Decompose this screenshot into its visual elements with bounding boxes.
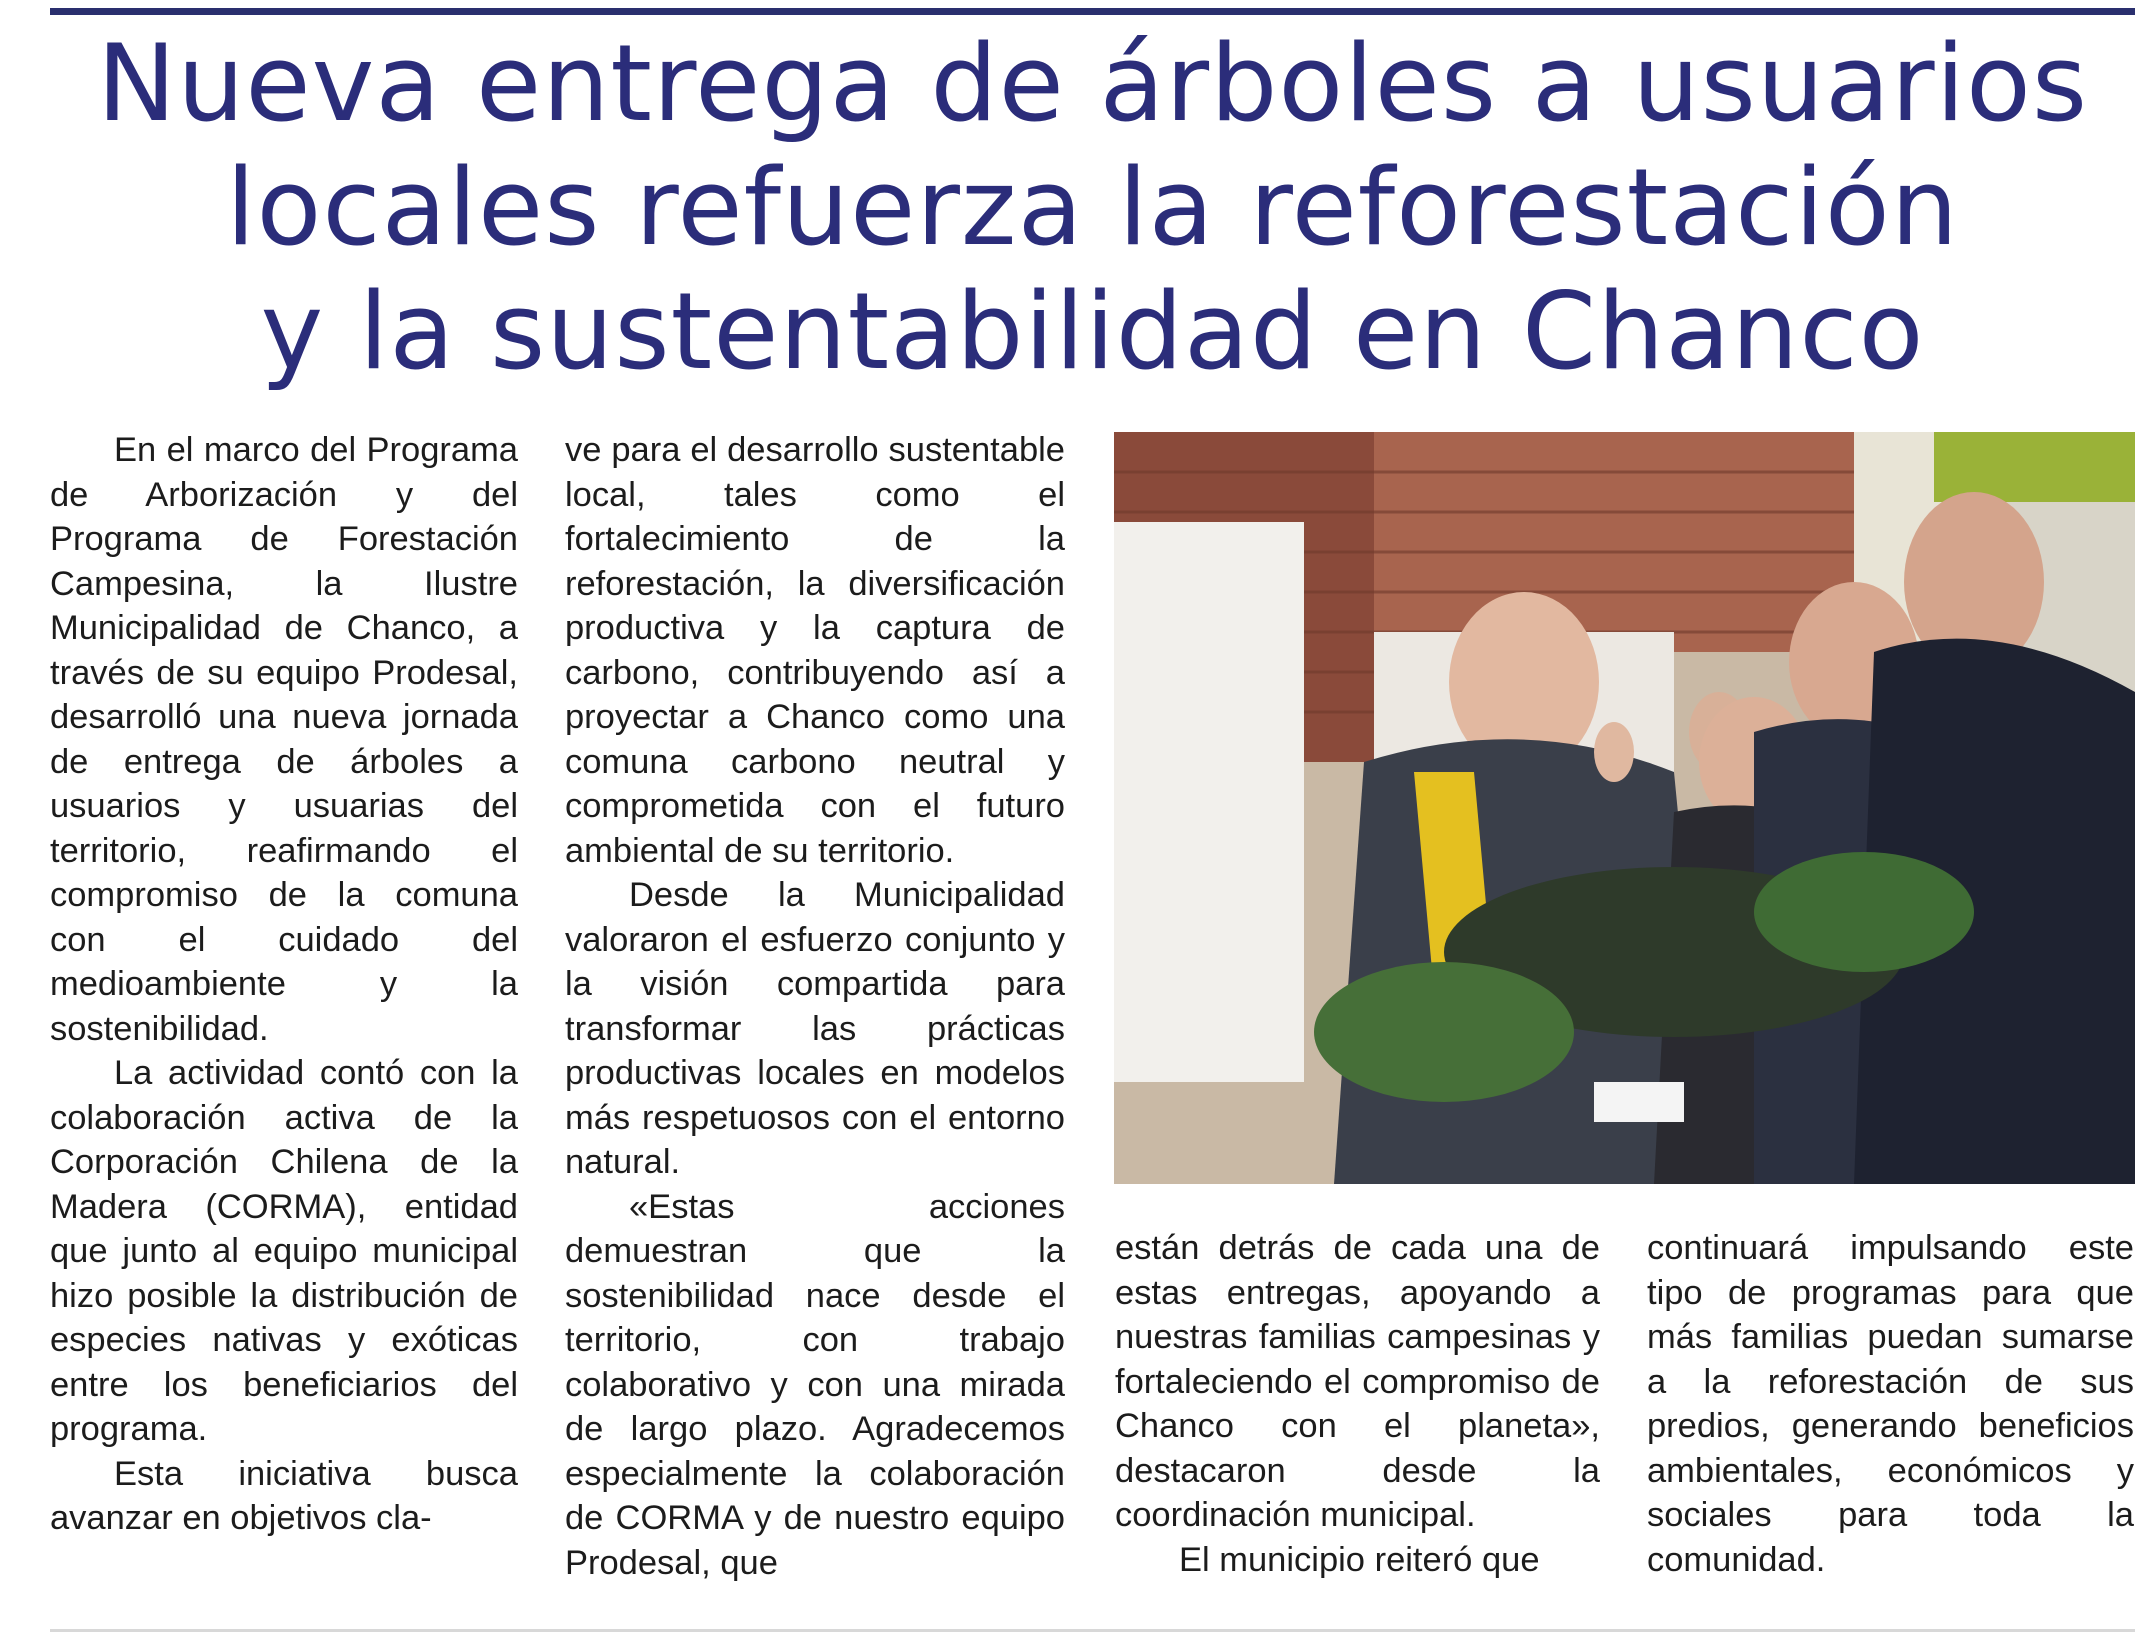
article-photo xyxy=(1114,432,2135,1184)
top-rule xyxy=(50,8,2135,15)
headline-line-2: locales refuerza la reforestación xyxy=(226,146,1959,269)
paragraph: La actividad contó con la colaboración activa de la Corporación Chilena de la Madera (CORMA), entidad que junto al equipo municipal hizo posible la distribución de especies nativas y exóticas entre los beneficiarios del programa. xyxy=(50,1054,518,1448)
bottom-rule xyxy=(50,1629,2135,1632)
paragraph: En el marco del Programa de Arborización y del Programa de Forestación Campesina, la Ilustre Municipalidad de Chanco, a través de su equipo Prodesal, desarrolló una nueva jornada de entrega de árboles a usuarios y usuarias del territorio, reafirmando el compromiso de la comuna con el cuidado del medioambiente y la sostenibilidad. xyxy=(50,431,518,1048)
quote-paragraph: «Estas acciones demuestran que la sostenibilidad nace desde el territorio, con trabajo colaborativo y con una mirada de largo plazo. Agradecemos especialmente la colaboración de CORMA y de nuestro equipo Prodesal, que xyxy=(565,1187,1065,1582)
article-column-1 xyxy=(50,428,518,1541)
paragraph: Esta iniciativa busca avanzar en objetivos cla- xyxy=(50,1454,518,1537)
quote-paragraph: están detrás de cada una de estas entregas, apoyando a nuestras familias campesinas y fortaleciendo el compromiso de Chanco con el planeta», destacaron desde la coordinación municipal. xyxy=(1115,1229,1600,1534)
headline-line-3: y la sustentabilidad en Chanco xyxy=(260,270,1925,393)
photo-illustration xyxy=(1114,432,2135,1184)
headline xyxy=(50,22,2135,394)
paragraph: ve para el desarrollo sustentable local, tales como el fortalecimiento de la reforestación, la diversificación productiva y la captura de carbono, contribuyendo así a proyectar a Chanco como una comuna carbono neutral y comprometida con el futuro ambiental de su territorio. xyxy=(565,431,1065,870)
article-column-2 xyxy=(565,428,1065,1585)
paragraph: Desde la Municipalidad valoraron el esfuerzo conjunto y la visión compartida para transformar las prácticas productivas locales en modelos más respetuosos con el entorno natural. xyxy=(565,876,1065,1181)
paragraph: continuará impulsando este tipo de programas para que más familias puedan sumarse a la reforestación de sus predios, generando beneficios ambientales, económicos y sociales para toda la comunidad. xyxy=(1647,1229,2134,1579)
headline-line-1: Nueva entrega de árboles a usuarios xyxy=(96,22,2089,145)
article-column-3 xyxy=(1115,1226,1600,1582)
article-column-4 xyxy=(1647,1226,2134,1582)
paragraph: El municipio reiteró que xyxy=(1179,1540,1540,1579)
